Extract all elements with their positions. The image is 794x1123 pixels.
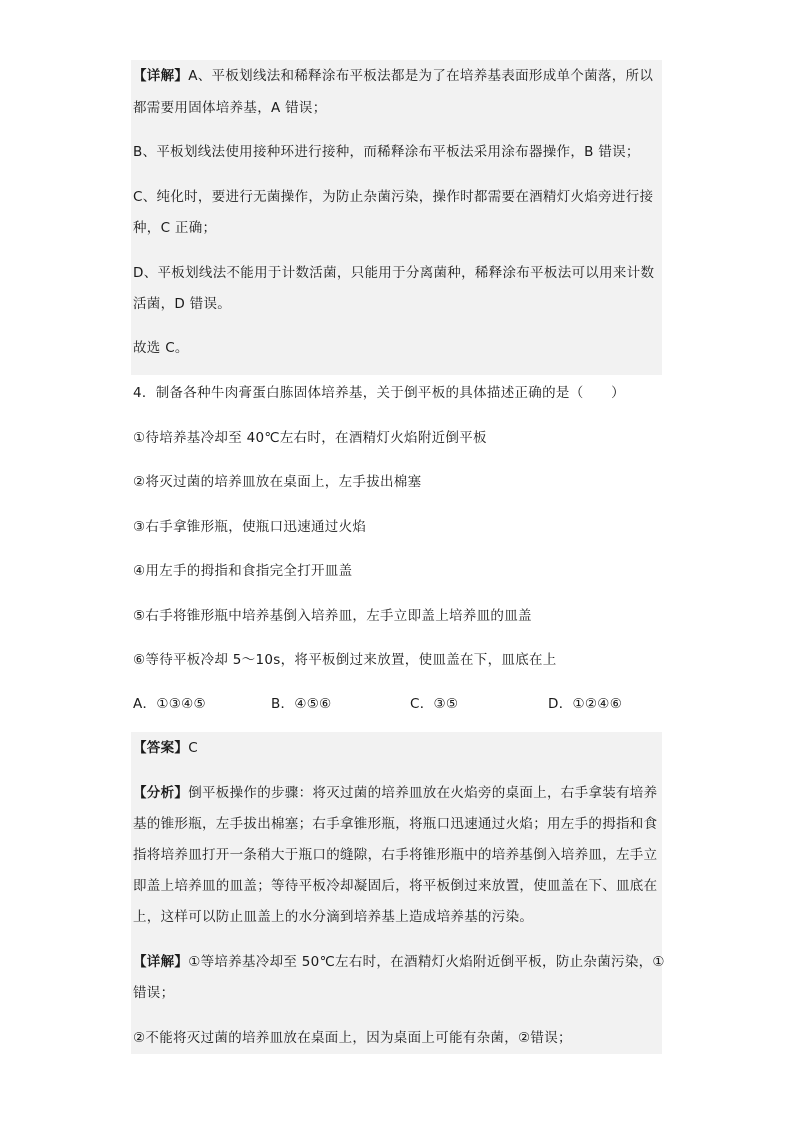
detail-line-c-cont: 种，C 正确； <box>133 220 217 236</box>
detail2-line-1 <box>133 952 665 972</box>
detail-line-d-cont: 活菌，D 错误。 <box>133 296 232 312</box>
answer-value: C <box>188 740 198 756</box>
detail-tag: 【详解】 <box>133 68 189 84</box>
analysis-tag: 【分析】 <box>133 785 189 801</box>
detail2-line-3: ②不能将灭过菌的培养皿放在桌面上，因为桌面上可能有杂菌，②错误； <box>133 1030 572 1046</box>
option-a: A．①③④⑤ <box>133 696 206 712</box>
statement-2: ②将灭过菌的培养皿放在桌面上，左手拔出棉塞 <box>133 474 422 490</box>
analysis-line-2: 基的锥形瓶，左手拔出棉塞；右手拿锥形瓶，将瓶口迅速通过火焰；用左手的拇指和食 <box>133 816 658 832</box>
detail2-text: ①等培养基冷却至 50℃左右时，在酒精灯火焰附近倒平板，防止杂菌污染，① <box>188 954 665 970</box>
detail2-line-2: 错误； <box>133 985 175 1001</box>
statement-4: ④用左手的拇指和食指完全打开皿盖 <box>133 563 353 579</box>
statement-6: ⑥等待平板冷却 5～10s，将平板倒过来放置，使皿盖在下，皿底在上 <box>133 652 557 668</box>
option-c: C．③⑤ <box>410 696 459 712</box>
analysis-line-3: 指将培养皿打开一条稍大于瓶口的缝隙，右手将锥形瓶中的培养基倒入培养皿，左手立 <box>133 847 658 863</box>
statement-5: ⑤右手将锥形瓶中培养基倒入培养皿，左手立即盖上培养皿的皿盖 <box>133 608 532 624</box>
detail-line-d: D、平板划线法不能用于计数活菌，只能用于分离菌种，稀释涂布平板法可以用来计数 <box>133 265 655 281</box>
detail2-tag: 【详解】 <box>133 954 189 970</box>
option-b: B．④⑤⑥ <box>271 696 332 712</box>
statement-1: ①待培养基冷却至 40℃左右时，在酒精灯火焰附近倒平板 <box>133 430 487 446</box>
analysis-line-1 <box>133 783 661 803</box>
analysis-line-4: 即盖上培养皿的皿盖；等待平板冷却凝固后，将平板倒过来放置，使皿盖在下、皿底在 <box>133 878 658 894</box>
analysis-text: 倒平板操作的步骤：将灭过菌的培养皿放在火焰旁的桌面上，右手拿装有培养 <box>188 785 658 801</box>
analysis-line-5: 上，这样可以防止皿盖上的水分滴到培养基上造成培养基的污染。 <box>133 909 534 925</box>
detail-text: A、平板划线法和稀释涂布平板法都是为了在培养基表面形成单个菌落，所以 <box>188 68 654 84</box>
detail-line-c: C、纯化时，要进行无菌操作，为防止杂菌污染，操作时都需要在酒精灯火焰旁进行接 <box>133 189 654 205</box>
final-choice-line: 故选 C。 <box>133 340 189 356</box>
option-d: D．①②④⑥ <box>548 696 623 712</box>
detail-line-b: B、平板划线法使用接种环进行接种，而稀释涂布平板法采用涂布器操作，B 错误； <box>133 144 640 160</box>
detail-line-2: 都需要用固体培养基，A 错误； <box>133 100 327 116</box>
answer-line <box>133 738 661 758</box>
question-stem: 4．制备各种牛肉膏蛋白胨固体培养基，关于倒平板的具体描述正确的是（ ） <box>133 385 625 401</box>
detail-line-1 <box>133 66 661 86</box>
statement-3: ③右手拿锥形瓶，使瓶口迅速通过火焰 <box>133 519 367 535</box>
answer-tag: 【答案】 <box>133 740 189 756</box>
